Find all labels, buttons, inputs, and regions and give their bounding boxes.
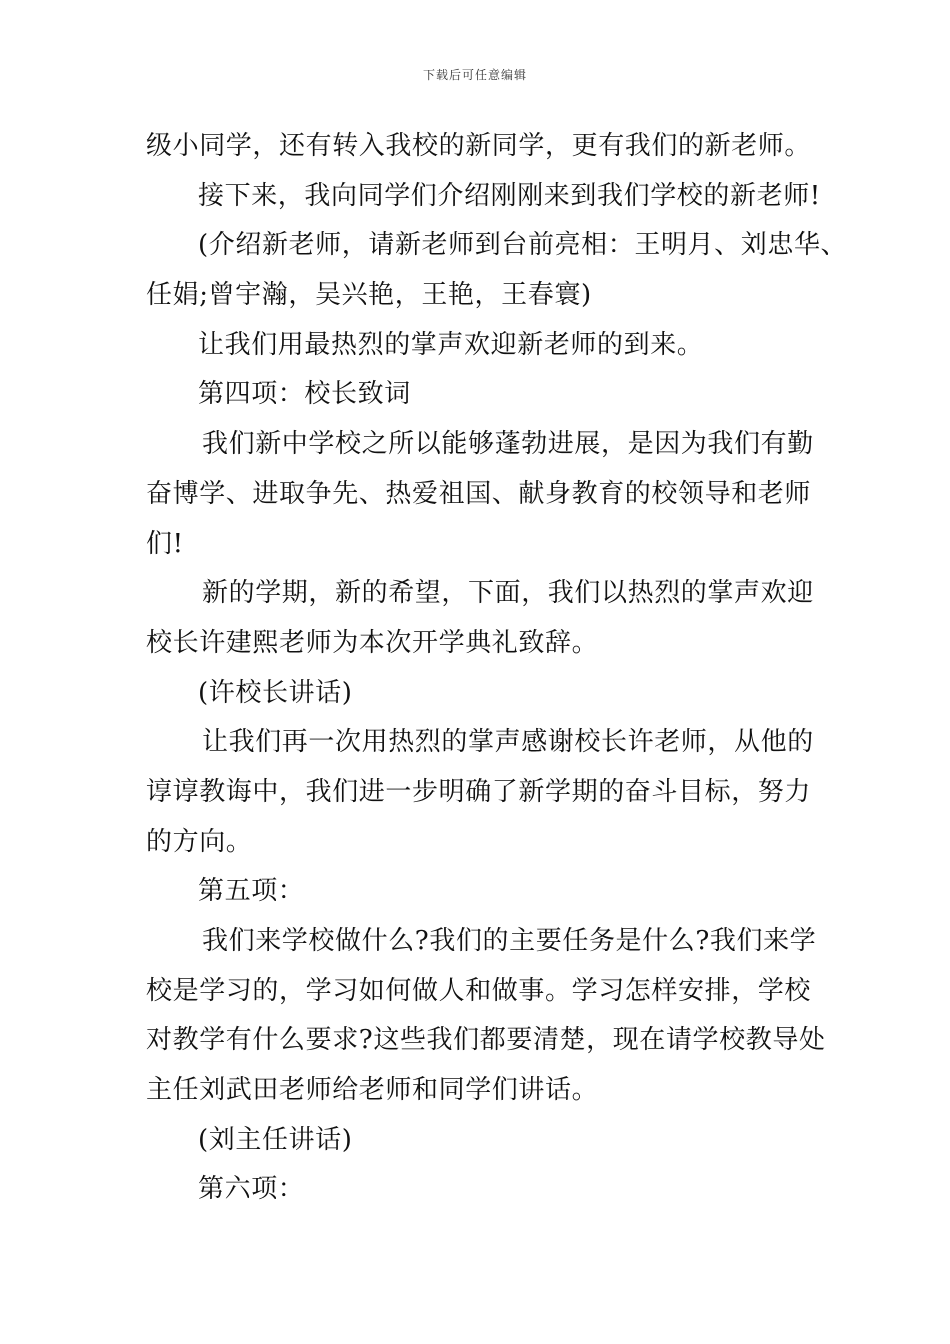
text-line: 我们新中学校之所以能够蓬勃进展，是因为我们有勤 — [202, 429, 814, 460]
text-line: (刘主任讲话) — [198, 1124, 353, 1155]
text-line: (介绍新老师，请新老师到台前亮相：王明月、刘忠华、 — [198, 230, 848, 261]
text-line: 们! — [146, 528, 184, 559]
text-line: 级小同学，还有转入我校的新同学，更有我们的新老师。 — [146, 131, 812, 161]
text-line: 对教学有什么要求?这些我们都要清楚，现在请学校教导处 — [146, 1025, 826, 1056]
text-line: 让我们用最热烈的掌声欢迎新老师的到来。 — [198, 329, 704, 360]
page-header-note: 下载后可任意编辑 — [422, 68, 527, 82]
section-heading: 第五项： — [198, 876, 305, 907]
text-line: 谆谆教诲中，我们进一步明确了新学期的奋斗目标，努力 — [146, 776, 812, 807]
document-body — [146, 122, 848, 1215]
section-heading: 第六项： — [198, 1174, 305, 1205]
text-line: 主任刘武田老师给老师和同学们讲话。 — [146, 1075, 599, 1106]
section-heading: 第四项：校长致词 — [198, 379, 411, 410]
text-line: 校是学习的，学习如何做人和做事。学习怎样安排，学校 — [146, 975, 812, 1006]
text-line: 新的学期，新的希望，下面，我们以热烈的掌声欢迎 — [202, 578, 814, 609]
text-line: 接下来，我向同学们介绍刚刚来到我们学校的新老师! — [198, 180, 821, 211]
text-line: 奋博学、进取争先、热爱祖国、献身教育的校领导和老师 — [146, 478, 812, 509]
text-line: 的方向。 — [146, 826, 253, 857]
text-line: 我们来学校做什么?我们的主要任务是什么?我们来学 — [202, 926, 817, 956]
text-line: 让我们再一次用热烈的掌声感谢校长许老师，从他的 — [202, 727, 814, 758]
text-line: 校长许建熙老师为本次开学典礼致辞。 — [146, 627, 599, 658]
text-line: 任娟;曾宇瀚，吴兴艳，王艳，王春寰) — [146, 280, 592, 311]
text-line: (许校长讲话) — [198, 677, 353, 708]
